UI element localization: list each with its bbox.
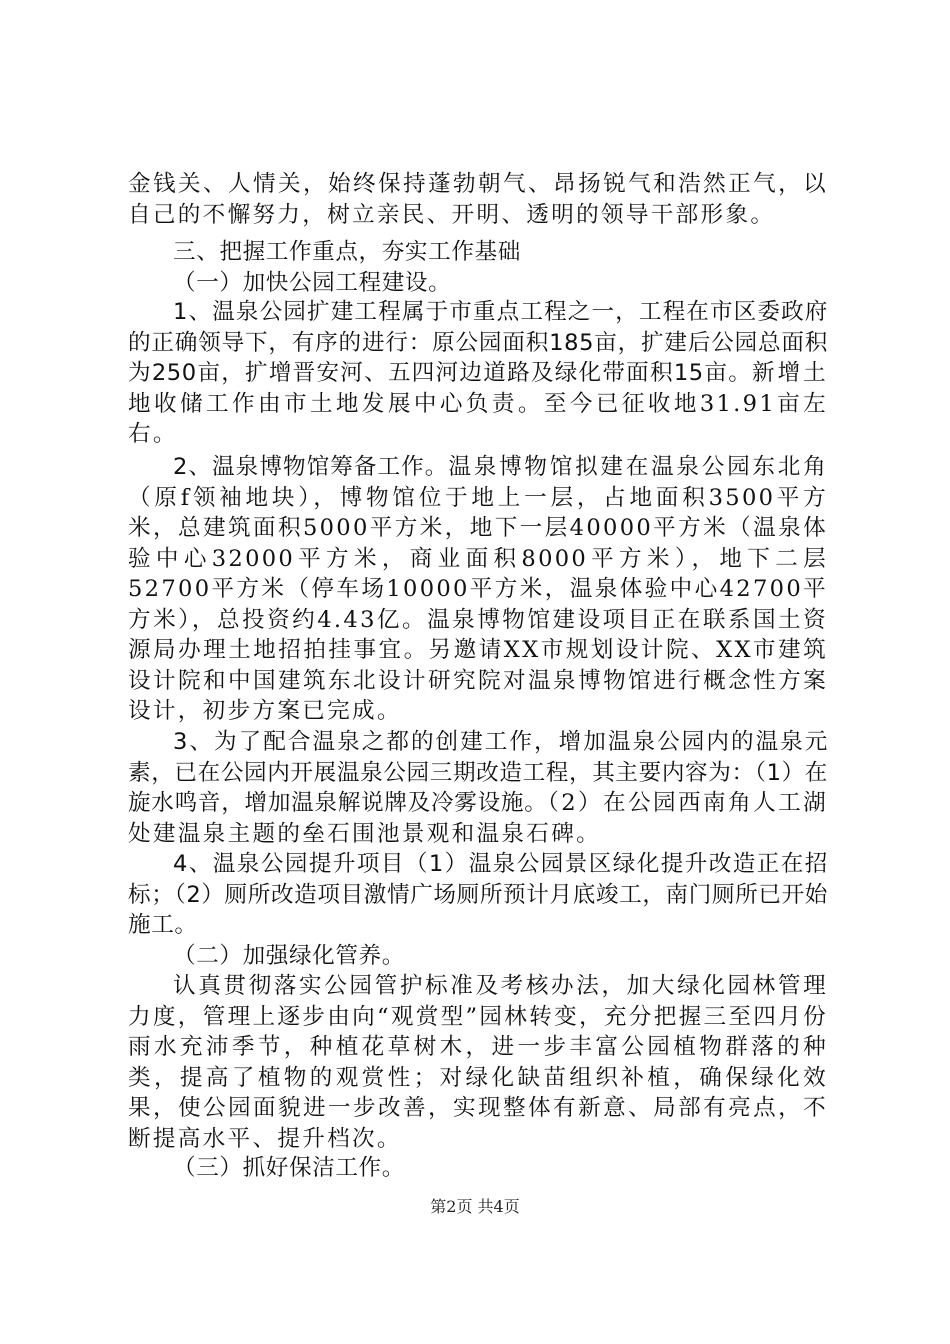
- page-footer: 第2页 共4页: [430, 1197, 520, 1216]
- paragraph-item-4: 4、温泉公园提升项目（1）温泉公园景区绿化提升改造正在招标；（2）厕所改造项目激情广场厕所预计月底竣工，南门厕所已开始施工。: [128, 851, 828, 938]
- paragraph-continuation: 金钱关、人情关，始终保持蓬勃朝气、昂扬锐气和浩然正气，以自己的不懈努力，树立亲民、开明、透明的领导干部形象。: [128, 171, 828, 228]
- paragraph-greening: 认真贯彻落实公园管护标准及考核办法，加大绿化园林管理力度，管理上逐步由向“观赏型”园林转变，充分把握三至四月份雨水充沛季节，种植花草树木，进一步丰富公园植物群落的种类，提高了植物的观赏性；对绿化缺苗组织补植，确保绿化效果，使公园面貌进一步改善，实现整体有新意、局部有亮点，不断提高水平、提升档次。: [128, 973, 828, 1152]
- section-heading-3: 三、把握工作重点，夯实工作基础: [173, 239, 521, 265]
- paragraph-item-3: [128, 727, 828, 849]
- item-3-text: 3、为了配合温泉之都的创建工作，增加温泉公园内的温泉元素，已在公园内开展温泉公园三期改造工程，其主要内容为：（1）在旋水鸣音，增加温泉解说牌及冷雾设施。: [128, 729, 828, 816]
- item-1-continuation: 新增土地收储工作由市土地发展中心负责。至今已征收地31.91亩左右。: [128, 360, 828, 447]
- subheading-3: （三）抓好保洁工作。: [173, 1155, 405, 1181]
- item-1-text: 1、温泉公园扩建工程属于市重点工程之一，工程在市区委政府的正确领导下，有序的进行：原公园面积185亩，扩建后公园总面积为250亩，扩增晋安河、五四河边道路及绿化带面积15亩。: [128, 299, 828, 386]
- item-3-continuation: （2）在公园西南角人工湖处建温泉主题的垒石围池景观和温泉石碑。: [128, 790, 828, 847]
- item-2-text: 温泉博物馆拟建在温泉公园东北角（原f领袖地块），博物馆位于地上一层，占地面积3500平方米，总建筑面积5000平方米，地下一层40000平方米（温泉体验中心32000平方米，商业面积8000平方米），地下二层52700平方米（停车场10000平方米，温泉体验中心42700平方米），总投资约4.43亿。温泉博物馆建设项目正在联系国土资源局办理土地招拍挂事宜。另邀请XX市规划设计院、XX市建筑设计院和中国建筑东北设计研究院对温泉博物馆进行概念性方案设计，初步方案已完成。: [128, 454, 828, 724]
- subheading-2: （二）加强绿化管养。: [173, 943, 405, 969]
- paragraph-item-2: [128, 452, 828, 727]
- subheading-1: （一）加快公园工程建设。: [173, 270, 452, 296]
- paragraph-item-1: [128, 297, 828, 450]
- item-2-title: 2、温泉博物馆筹备工作。: [173, 454, 449, 480]
